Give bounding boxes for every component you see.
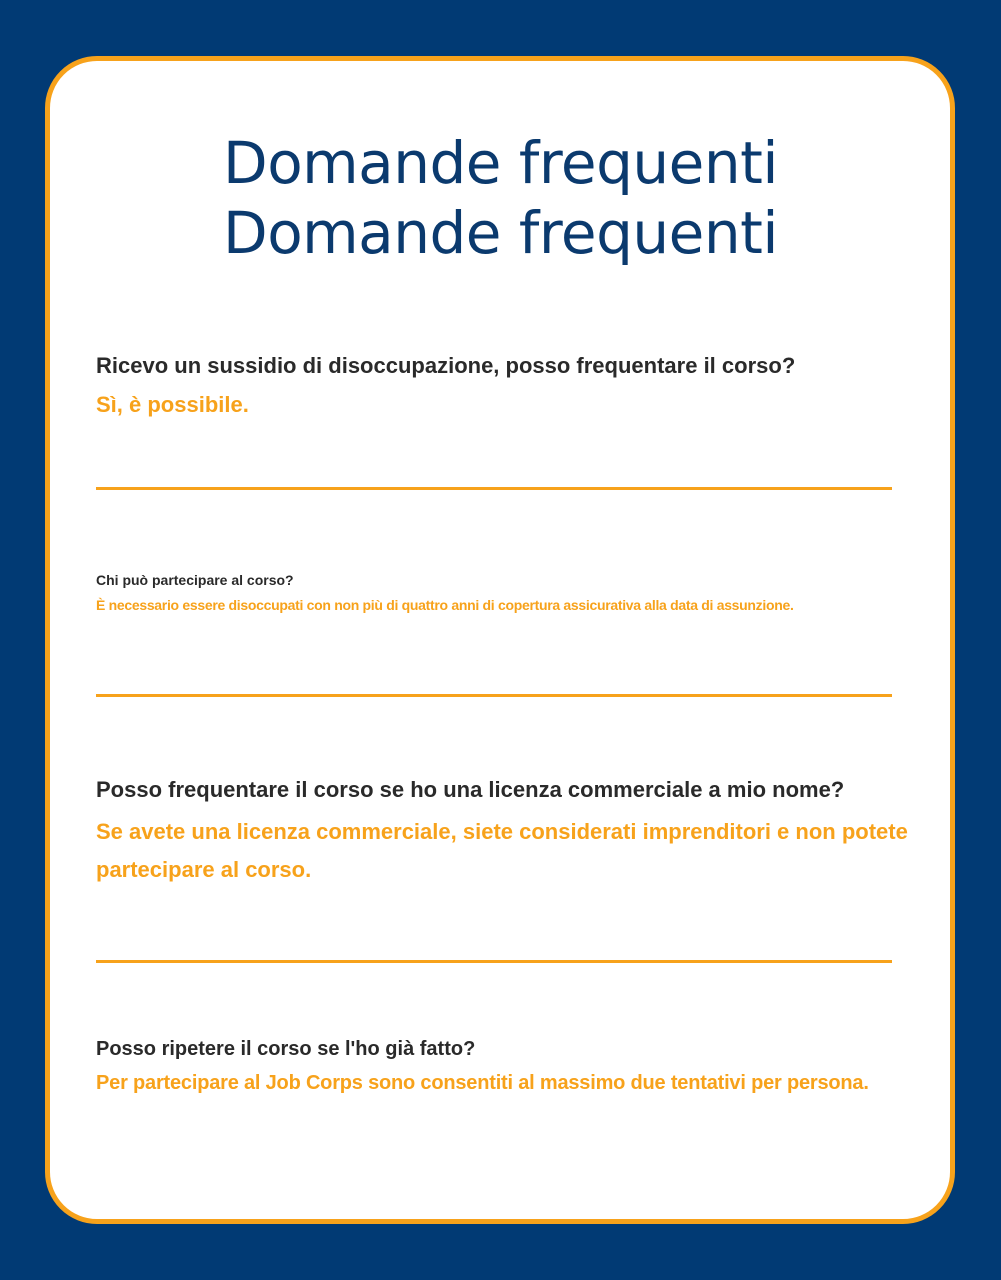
faq-answer-2: È necessario essere disoccupati con non più di quattro anni di copertura assicurativa alla data di assunzione. xyxy=(96,597,794,613)
divider xyxy=(96,694,892,697)
faq-answer-1: Sì, è possibile. xyxy=(96,392,249,417)
faq-question-2: Chi può partecipare al corso? xyxy=(96,572,294,588)
divider xyxy=(96,487,892,490)
faq-answer-4: Per partecipare al Job Corps sono consentiti al massimo due tentativi per persona. xyxy=(96,1072,869,1094)
title-line-2: Domande frequenti xyxy=(223,199,778,267)
page-title xyxy=(0,128,1001,268)
faq-question-3: Posso frequentare il corso se ho una licenza commerciale a mio nome? xyxy=(96,777,845,802)
faq-question-4: Posso ripetere il corso se l'ho già fatto? xyxy=(96,1038,476,1060)
title-line-1: Domande frequenti xyxy=(223,129,778,197)
faq-question-1: Ricevo un sussidio di disoccupazione, posso frequentare il corso? xyxy=(96,353,796,378)
faq-answer-3: Se avete una licenza commerciale, siete considerati imprenditori e non potete partecipare al corso. xyxy=(96,819,908,882)
divider xyxy=(96,960,892,963)
